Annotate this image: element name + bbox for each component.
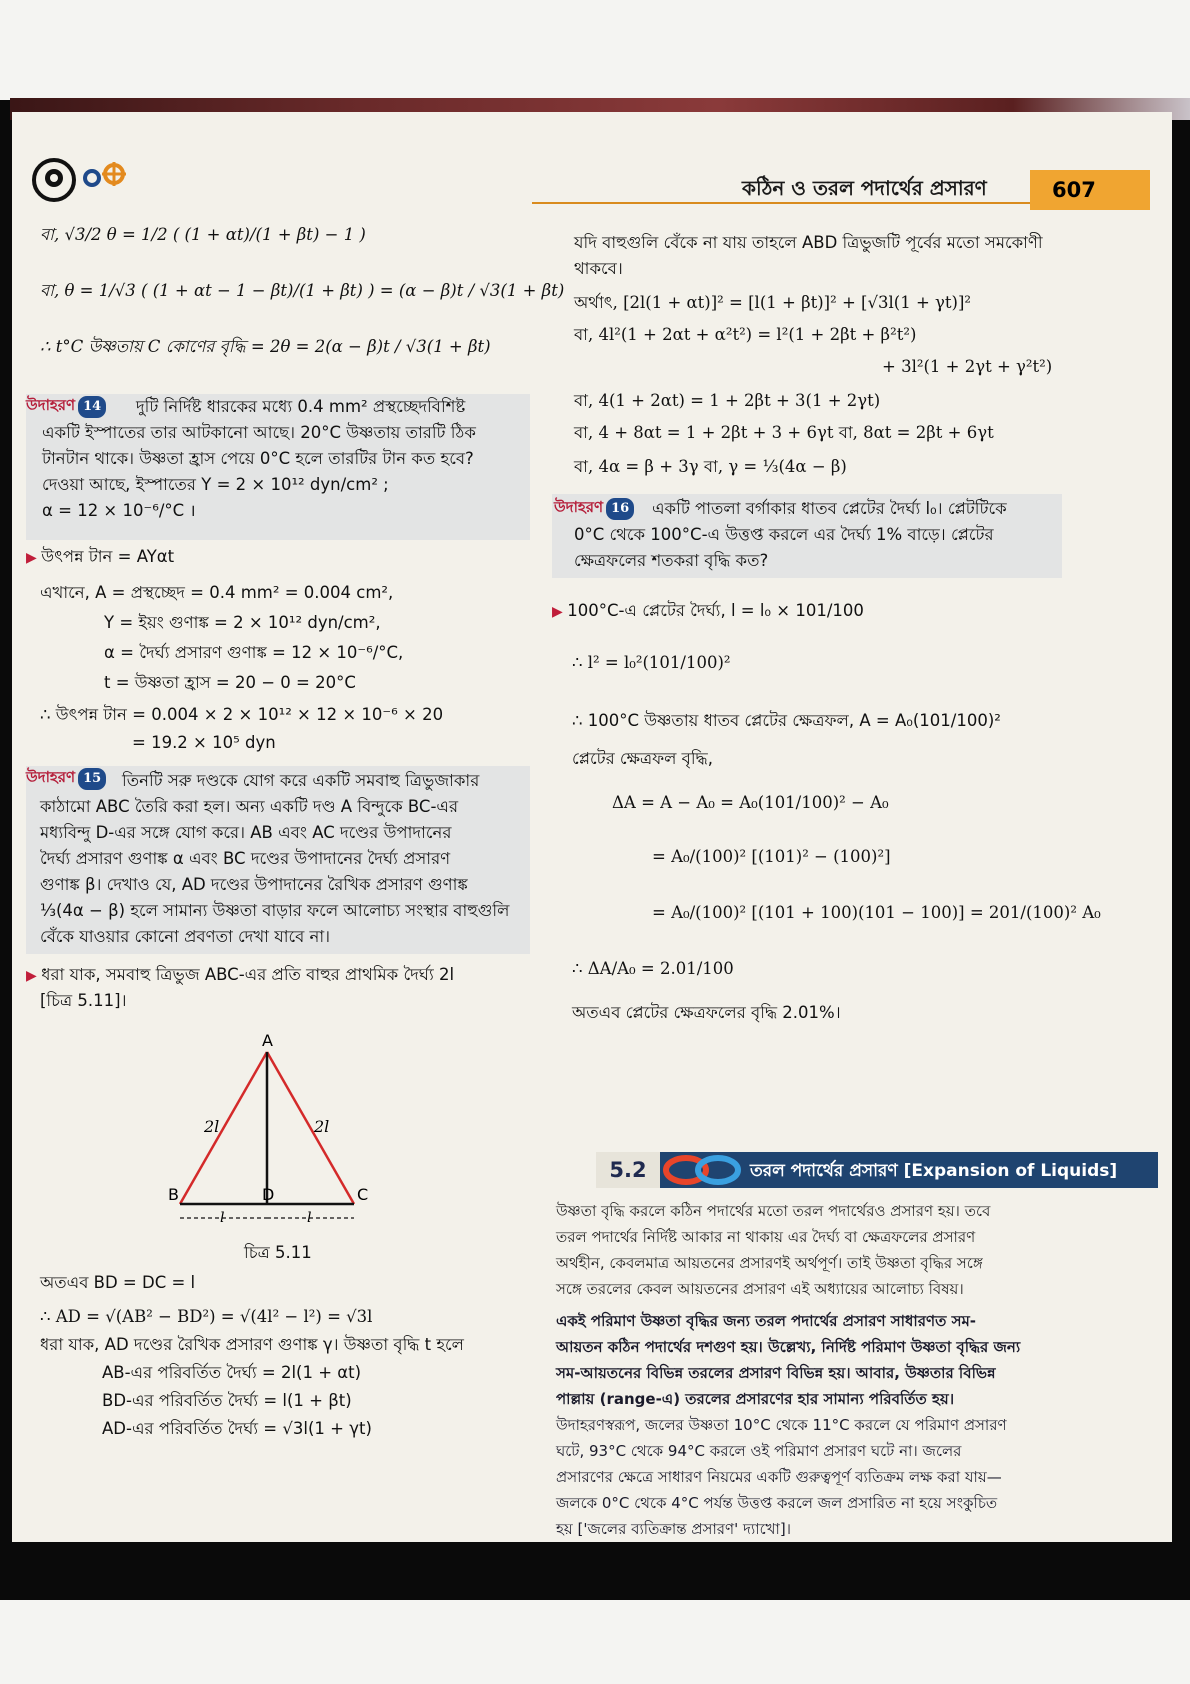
equation-line: + 3l²(1 + 2γt + γ²t²)	[882, 357, 1053, 376]
solution-line: ΔA = A − A₀ = A₀(101/100)² − A₀	[612, 793, 889, 812]
solution-line: অতএব BD = DC = l	[40, 1273, 196, 1292]
solution-line: Y = ইয়ং গুণাঙ্ক = 2 × 10¹² dyn/cm²,	[104, 613, 381, 632]
arrow-icon: ▶	[552, 604, 568, 620]
top-margin	[0, 0, 1190, 100]
solution-line: ∴ l² = l₀²(101/100)²	[572, 653, 731, 672]
solution-line: এখানে, A = প্রস্থচ্ছেদ = 0.4 mm² = 0.004 cm²,	[40, 583, 394, 602]
brain-gear-logo-icon	[30, 156, 180, 208]
example-text: তিনটি সরু দণ্ডকে যোগ করে একটি সমবাহু ত্রিভুজাকার	[122, 771, 480, 790]
ab-length-label: 2l	[204, 1117, 220, 1136]
triangle-figure	[162, 1032, 402, 1242]
arrow-icon: ▶	[26, 968, 42, 984]
point-d-label: D	[262, 1185, 275, 1204]
solution-text: ধরা যাক, সমবাহু ত্রিভুজ ABC-এর প্রতি বাহুর প্রাথমিক দৈর্ঘ্য 2l	[41, 965, 455, 984]
equation-line: বা, 4(1 + 2αt) = 1 + 2βt + 3(1 + 2γt)	[574, 391, 881, 410]
example-number: 14	[78, 396, 106, 418]
paragraph-line: উষ্ণতা বৃদ্ধি করলে কঠিন পদার্থের মতো তরল পদার্থেরও প্রসারণ হয়। তবে	[556, 1202, 991, 1220]
infinity-icon	[662, 1152, 744, 1188]
solution-line: [চিত্র 5.11]।	[40, 991, 127, 1010]
solution-line: α = দৈর্ঘ্য প্রসারণ গুণাঙ্ক = 12 × 10⁻⁶/°C,	[104, 643, 404, 662]
solution-line: AB-এর পরিবর্তিত দৈর্ঘ্য = 2l(1 + αt)	[102, 1363, 362, 1382]
arrow-icon: ▶	[26, 550, 42, 566]
paragraph-line: ঘটে, 93°C থেকে 94°C করলে ওই পরিমাণ প্রসারণ ঘটে না। জলের	[556, 1442, 962, 1460]
example-text: বেঁকে যাওয়ার কোনো প্রবণতা দেখা যাবে না।	[40, 927, 331, 946]
example-text: কাঠামো ABC তৈরি করা হল। অন্য একটি দণ্ড A বিন্দুকে BC-এর	[40, 797, 459, 816]
figure-caption: চিত্র 5.11	[244, 1243, 312, 1262]
example-number: 15	[78, 768, 106, 790]
paragraph-line: জলকে 0°C থেকে 4°C পর্যন্ত উত্তপ্ত করলে জল প্রসারিত না হয়ে সংকুচিত	[556, 1494, 998, 1512]
example-label	[26, 394, 106, 418]
solution-line: = 19.2 × 10⁵ dyn	[132, 733, 276, 752]
vertex-c-label: C	[357, 1185, 369, 1204]
example-text: 0°C থেকে 100°C-এ উত্তপ্ত করলে এর দৈর্ঘ্য 1% বাড়ে। প্লেটের	[574, 525, 994, 544]
paragraph-line: প্রসারণের ক্ষেত্রে সাধারণ নিয়মের একটি গুরুত্বপূর্ণ ব্যতিক্রম লক্ষ করা যায়—	[556, 1468, 1002, 1486]
example-text: দুটি নির্দিষ্ট ধারকের মধ্যে 0.4 mm² প্রস্থচ্ছেদবিশিষ্ট	[136, 397, 466, 416]
solution-line: ∴ উৎপন্ন টান = 0.004 × 2 × 10¹² × 12 × 10⁻⁶ × 20	[40, 705, 444, 724]
solution-line: ∴ AD = √(AB² − BD²) = √(4l² − l²) = √3l	[40, 1307, 373, 1326]
example-label-text: উদাহরণ	[554, 498, 604, 516]
bottom-margin	[0, 1600, 1190, 1684]
paragraph-line: অর্থহীন, কেবলমাত্র আয়তনের প্রসারণই অর্থপূর্ণ। তাই উষ্ণতা বৃদ্ধির সঙ্গে	[556, 1254, 983, 1272]
side-ab	[180, 1052, 267, 1204]
page-number: 607	[1030, 170, 1150, 210]
equation-line: বা, 4 + 8αt = 1 + 2βt + 3 + 6γt বা, 8αt = 2βt + 6γt	[574, 423, 994, 442]
equation-line: ∴ t°C উষ্ণতায় C কোণের বৃদ্ধি = 2θ = 2(α − β)t / √3(1 + βt)	[40, 337, 491, 356]
equation-line: বা, 4α = β + 3γ বা, γ = ⅓(4α − β)	[574, 457, 847, 476]
example-text: মধ্যবিন্দু D-এর সঙ্গে যোগ করে। AB এবং AC দণ্ডের উপাদানের	[40, 823, 452, 842]
ac-length-label: 2l	[314, 1117, 330, 1136]
example-text: একটি পাতলা বর্গাকার ধাতব প্লেটের দৈর্ঘ্য l₀। প্লেটটিকে	[652, 499, 1007, 518]
example-text: α = 12 × 10⁻⁶/°C ।	[42, 501, 196, 520]
bd-length-label: l	[220, 1210, 225, 1226]
paragraph-line: একই পরিমাণ উষ্ণতা বৃদ্ধির জন্য তরল পদার্থের প্রসারণ সাধারণত সম-	[556, 1312, 977, 1330]
paragraph-line: আয়তন কঠিন পদার্থের দশগুণ হয়। উল্লেখ্য, নির্দিষ্ট পরিমাণ উষ্ণতা বৃদ্ধির জন্য	[556, 1338, 1021, 1356]
equation-line: বা, θ = 1/√3 ( (1 + αt − 1 − βt)/(1 + βt) ) = (α − β)t / √3(1 + βt)	[40, 281, 565, 300]
chapter-title: কঠিন ও তরল পদার্থের প্রসারণ	[742, 176, 987, 200]
solution-line: = A₀/(100)² [(101)² − (100)²]	[652, 847, 891, 866]
solution-line: ধরা যাক, AD দণ্ডের রৈখিক প্রসারণ গুণাঙ্ক γ। উষ্ণতা বৃদ্ধি t হলে	[40, 1335, 464, 1354]
header-rule	[532, 202, 1050, 204]
solution-text: 100°C-এ প্লেটের দৈর্ঘ্য, l = l₀ × 101/100	[567, 601, 864, 620]
paragraph-2	[556, 1308, 1156, 1542]
solution-line	[552, 600, 864, 623]
equation-line: বা, 4l²(1 + 2αt + α²t²) = l²(1 + 2βt + β²t²)	[574, 325, 917, 344]
solution-line: ∴ ΔA/A₀ = 2.01/100	[572, 959, 734, 978]
dc-length-label: l	[307, 1210, 312, 1226]
example-label	[26, 766, 106, 790]
solution-line: প্লেটের ক্ষেত্রফল বৃদ্ধি,	[572, 749, 713, 768]
example-text: টানটান থাকে। উষ্ণতা হ্রাস পেয়ে 0°C হলে তারটির টান কত হবে?	[42, 449, 474, 468]
equation-line: অর্থাৎ, [2l(1 + αt)]² = [l(1 + βt)]² + [√3l(1 + γt)]²	[574, 293, 972, 312]
paragraph-1	[556, 1198, 1156, 1302]
solution-line: AD-এর পরিবর্তিত দৈর্ঘ্য = √3l(1 + γt)	[102, 1419, 372, 1438]
solution-line: t = উষ্ণতা হ্রাস = 20 − 0 = 20°C	[104, 673, 356, 692]
text-line: যদি বাহুগুলি বেঁকে না যায় তাহলে ABD ত্রিভুজটি পূর্বের মতো সমকোণী	[574, 233, 1043, 252]
example-text: ⅓(4α − β) হলে সামান্য উষ্ণতা বাড়ার ফলে আলোচ্য সংস্থার বাহুগুলি	[40, 901, 510, 920]
example-text: দেওয়া আছে, ইস্পাতের Y = 2 × 10¹² dyn/cm² ;	[42, 475, 389, 494]
equation-line: বা, √3/2 θ = 1/2 ( (1 + αt)/(1 + βt) − 1 )	[40, 225, 366, 244]
solution-text: উৎপন্ন টান = AYαt	[41, 547, 175, 566]
side-ac	[267, 1052, 354, 1204]
paragraph-line: উদাহরণস্বরূপ, জলের উষ্ণতা 10°C থেকে 11°C করলে যে পরিমাণ প্রসারণ	[556, 1416, 1007, 1434]
example-text: গুণাঙ্ক β। দেখাও যে, AD দণ্ডের উপাদানের রৈখিক প্রসারণ গুণাঙ্ক	[40, 875, 468, 894]
vertex-a-label: A	[262, 1032, 273, 1050]
example-number: 16	[606, 498, 634, 520]
solution-line: অতএব প্লেটের ক্ষেত্রফলের বৃদ্ধি 2.01%।	[572, 1003, 841, 1022]
section-title: তরল পদার্থের প্রসারণ [Expansion of Liquids]	[750, 1161, 1118, 1181]
paragraph-line: পাল্লায় (range-এ) তরলের প্রসারণের হার সামান্য পরিবর্তিত হয়।	[556, 1390, 955, 1408]
solution-line	[26, 964, 454, 987]
example-text: একটি ইস্পাতের তার আটকানো আছে। 20°C উষ্ণতায় তারটি ঠিক	[42, 423, 476, 442]
paragraph-line: তরল পদার্থের নির্দিষ্ট আকার না থাকায় এর দৈর্ঘ্য বা ক্ষেত্রফলের প্রসারণ	[556, 1228, 976, 1246]
solution-line	[26, 546, 174, 569]
section-number: 5.2	[596, 1152, 660, 1188]
solution-line: ∴ 100°C উষ্ণতায় ধাতব প্লেটের ক্ষেত্রফল, A = A₀(101/100)²	[572, 711, 1001, 730]
paragraph-line: সঙ্গে তরলের কেবল আয়তনের প্রসারণ এই অধ্যায়ের আলোচ্য বিষয়।	[556, 1280, 964, 1298]
example-label-text: উদাহরণ	[26, 396, 76, 414]
paragraph-line: হয় ['জলের ব্যতিক্রান্ত প্রসারণ' দ্যাখো]।	[556, 1520, 792, 1538]
example-label-text: উদাহরণ	[26, 768, 76, 786]
example-text: ক্ষেত্রফলের শতকরা বৃদ্ধি কত?	[574, 551, 769, 570]
paragraph-line: সম-আয়তনের বিভিন্ন তরলের প্রসারণ বিভিন্ন হয়। আবার, উষ্ণতার বিভিন্ন	[556, 1364, 996, 1382]
example-label	[554, 496, 634, 520]
example-text: দৈর্ঘ্য প্রসারণ গুণাঙ্ক α এবং BC দণ্ডের উপাদানের দৈর্ঘ্য প্রসারণ	[40, 849, 451, 868]
vertex-b-label: B	[168, 1185, 179, 1204]
textbook-page	[12, 112, 1172, 1542]
solution-line: = A₀/(100)² [(101 + 100)(101 − 100)] = 201/(100)² A₀	[652, 903, 1101, 922]
text-line: থাকবে।	[574, 259, 623, 278]
solution-line: BD-এর পরিবর্তিত দৈর্ঘ্য = l(1 + βt)	[102, 1391, 352, 1410]
